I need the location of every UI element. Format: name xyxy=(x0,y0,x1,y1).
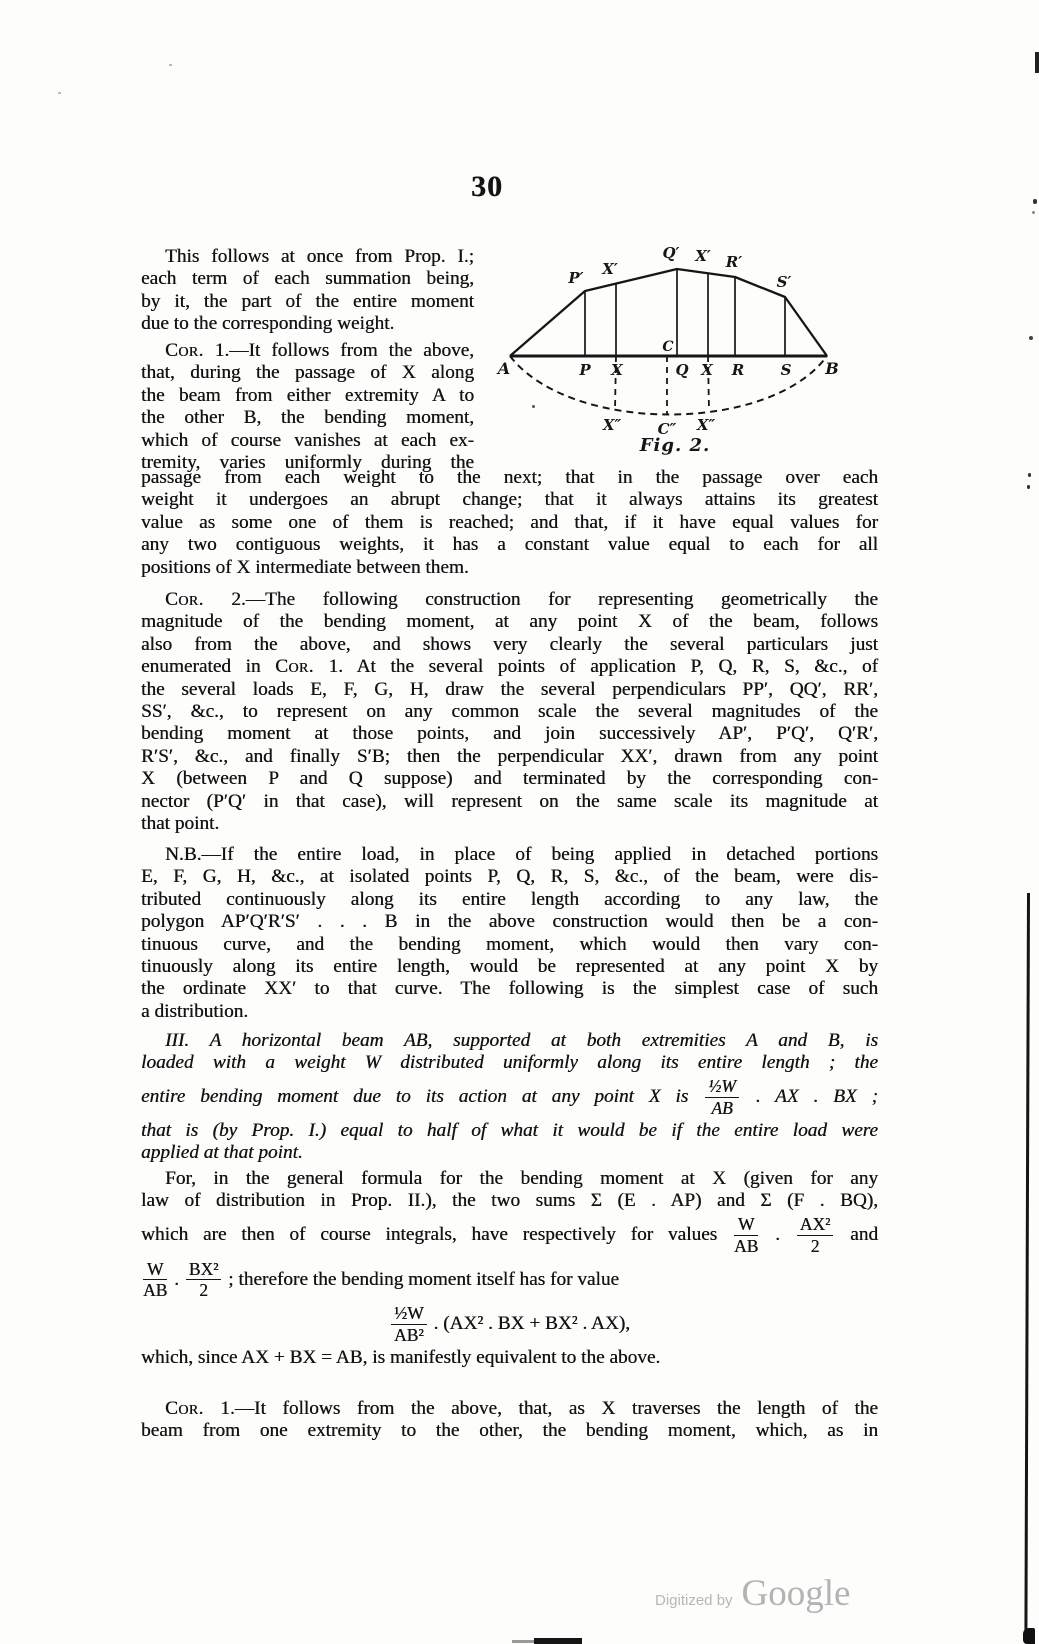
para-proof xyxy=(141,1168,878,1370)
text-line: tinuous curve, and the bending moment, which would then vary con- xyxy=(141,933,878,955)
small-caps-text: Cor. xyxy=(275,656,314,678)
text-line: $\frac{W}{AB}$ . $\frac{\text{BX²}}{2}$ ; therefore the bending moment itself has for value xyxy=(143,1258,620,1301)
scan-artifact xyxy=(1029,336,1033,340)
text-line: that is (by Prop. I.) equal to half of what it would be if the entire load were xyxy=(141,1119,878,1141)
text-line: Cor. 1.—It follows from the above, that, as X traverses the length of the xyxy=(165,1398,878,1419)
figure-label-P: P xyxy=(579,361,591,379)
scan-artifact xyxy=(1027,485,1030,489)
figure-fig2 xyxy=(470,222,890,457)
dashed-ordinates xyxy=(615,356,709,415)
google-watermark xyxy=(655,1572,850,1615)
deflection-curve-dashed xyxy=(510,356,827,415)
figure-label-X-prime-2: X′ xyxy=(695,247,711,265)
text-line: III. A horizontal beam AB, supported at both extremities A and B, is xyxy=(165,1030,878,1051)
para-cor1-b xyxy=(141,1398,878,1443)
text-line: tremity, varies uniformly during the xyxy=(141,452,474,474)
text-line: E, F, G, H, &c., at isolated points P, Q, R, S, &c., of the beam, were dis- xyxy=(141,866,878,888)
text-line: a distribution. xyxy=(141,1000,249,1022)
text-line: which, since AX + BX = AB, is manifestly equivalent to the above. xyxy=(141,1347,661,1369)
text-line: $\frac{\text{½W}}{\text{AB²}}$ . (AX² . BX + BX² . AX), xyxy=(141,1302,878,1347)
text-line: X (between P and Q suppose) and terminated by the corresponding con- xyxy=(141,768,878,790)
figure-label-S: S xyxy=(780,361,792,379)
figure-label-Q-prime: Q′ xyxy=(662,244,680,262)
text-line: tributed continuously along its entire length according to any law, the xyxy=(141,888,878,910)
inline-fraction: $\frac{W}{AB}$ xyxy=(143,1258,168,1301)
figure-label-X1: X xyxy=(611,361,623,379)
text-line: R′S′, &c., and finally S′B; then the perpendicular XX′, drawn from any point xyxy=(141,745,878,767)
text-line: enumerated in Cor. 1. At the several points of application P, Q, R, S, &c., of xyxy=(141,656,878,678)
scan-artifact xyxy=(532,405,535,408)
text-line: positions of X intermediate between them. xyxy=(141,556,469,578)
scan-artifact xyxy=(1035,52,1039,73)
text-line: entire bending moment due to its action at any point X is $\frac{\text{½W}}{AB}$ . AX . BX ; xyxy=(141,1075,879,1118)
text-line: the several loads E, F, G, H, draw the several perpendiculars PP′, QQ′, RR′, xyxy=(141,678,878,700)
figure-label-R: R xyxy=(731,361,745,379)
figure-label-Q: Q xyxy=(675,361,689,379)
figure-label-X-prime-1: X′ xyxy=(602,260,618,278)
para-nb xyxy=(141,844,878,1023)
text-line: which of course vanishes at each ex- xyxy=(141,429,474,451)
figure-label-R-prime: R′ xyxy=(725,253,743,271)
text-line: magnitude of the bending moment, at any point X of the beam, follows xyxy=(141,611,878,633)
text-line: Cor. 1.—It follows from the above, xyxy=(165,340,474,361)
scan-artifact xyxy=(1033,199,1037,204)
text-line: by it, the part of the entire moment xyxy=(141,290,474,312)
text-line: polygon AP′Q′R′S′ . . . B in the above construction would then be a con- xyxy=(141,911,878,933)
text-line: the beam from either extremity A to xyxy=(141,384,474,406)
text-line: SS′, &c., to represent on any common scale the several magnitudes of the xyxy=(141,701,878,723)
text-line: the ordinate XX′ to that curve. The following is the simplest case of such xyxy=(141,978,878,1000)
para-cor1-narrow xyxy=(141,340,474,474)
text-line: N.B.—If the entire load, in place of being applied in detached portions xyxy=(165,844,878,865)
para-follows-prop1 xyxy=(141,246,474,336)
small-caps-text: Cor. xyxy=(165,589,204,610)
text-line: that, during the passage of X along xyxy=(141,362,474,384)
text-line: bending moment at those points, and join successively AP′, P′Q′, Q′R′, xyxy=(141,723,878,745)
inline-fraction: $\frac{W}{AB}$ xyxy=(734,1213,759,1256)
text-line: beam from one extremity to the other, the bending moment, which, as in xyxy=(141,1420,878,1442)
text-line: which are then of course integrals, have respectively for values $\frac{W}{AB}$ . $\frac{\text{AX²}}{2}$ and xyxy=(141,1213,878,1256)
scan-artifact xyxy=(58,92,61,94)
text-line: tinuously along its entire length, would be represented at any point X by xyxy=(141,956,878,978)
inline-fraction: $\frac{\text{AX²}}{2}$ xyxy=(795,1215,836,1256)
google-logo: Google xyxy=(741,1573,851,1614)
text-line: applied at that point. xyxy=(141,1142,303,1163)
text-line: Cor. 2.—The following construction for representing geometrically the xyxy=(165,589,878,610)
text-line: also from the above, and shows very clearly the several particulars just xyxy=(141,633,878,655)
text-line: nector (P′Q′ in that case), will represent on the same scale its magnitude at xyxy=(141,790,878,812)
digitized-by-label: Digitized by xyxy=(655,1592,733,1609)
scan-artifact xyxy=(534,1638,582,1644)
page-number: 30 xyxy=(471,170,503,203)
inline-fraction: $\frac{\text{½W}}{AB}$ xyxy=(703,1077,741,1118)
para-cor2 xyxy=(141,589,878,835)
figure-label-X-dblprime-2: X″ xyxy=(696,416,716,434)
figure-label-C-dblprime: C″ xyxy=(657,420,677,438)
figure-label-S-prime: S′ xyxy=(776,273,792,291)
para-prop3 xyxy=(141,1030,878,1164)
figure-label-B: B xyxy=(825,359,839,378)
text-line: due to the corresponding weight. xyxy=(141,313,395,335)
beam-diagram xyxy=(470,222,890,457)
text-line: the other B, the bending moment, xyxy=(141,407,474,429)
text-line: value as some one of them is reached; and that, if it have equal values for xyxy=(141,511,878,533)
scan-artifact xyxy=(512,1640,534,1643)
scan-artifact xyxy=(1023,1628,1035,1644)
text-line: This follows at once from Prop. I.; xyxy=(165,246,474,267)
scan-artifact xyxy=(1024,893,1029,1643)
small-caps-text: Cor. xyxy=(165,340,204,361)
text-line: any two contiguous weights, it has a constant value equal to each for all xyxy=(141,534,878,556)
figure-label-X-dblprime-1: X″ xyxy=(602,416,622,434)
figure-label-X2: X xyxy=(701,361,713,379)
scan-artifact xyxy=(1032,211,1035,214)
text-line: law of distribution in Prop. II.), the two sums Σ (E . AP) and Σ (F . BQ), xyxy=(141,1190,878,1212)
text-line: passage from each weight to the next; that in the passage over each xyxy=(141,467,878,488)
text-line: For, in the general formula for the bending moment at X (given for any xyxy=(165,1168,878,1189)
figure-label-C: C xyxy=(662,339,674,355)
small-caps-text: Cor. xyxy=(165,1398,204,1419)
figure-label-A: A xyxy=(497,359,511,378)
scan-artifact xyxy=(1028,473,1031,477)
ordinate-lines xyxy=(585,269,785,356)
text-line: each term of each summation being, xyxy=(141,268,474,290)
scan-artifact xyxy=(169,64,172,66)
figure-label-P-prime: P′ xyxy=(568,269,584,287)
text-line: loaded with a weight W distributed uniformly along its entire length ; the xyxy=(141,1052,878,1074)
para-cor1-full xyxy=(141,467,878,579)
inline-fraction: $\frac{\text{BX²}}{2}$ xyxy=(184,1260,224,1301)
figure-caption: Fig. 2. xyxy=(639,435,711,456)
inline-fraction: $\frac{\text{½W}}{\text{AB²}}$ xyxy=(389,1304,429,1345)
text-line: weight it undergoes an abrupt change; that it always attains its greatest xyxy=(141,489,878,511)
text-line: that point. xyxy=(141,813,220,835)
